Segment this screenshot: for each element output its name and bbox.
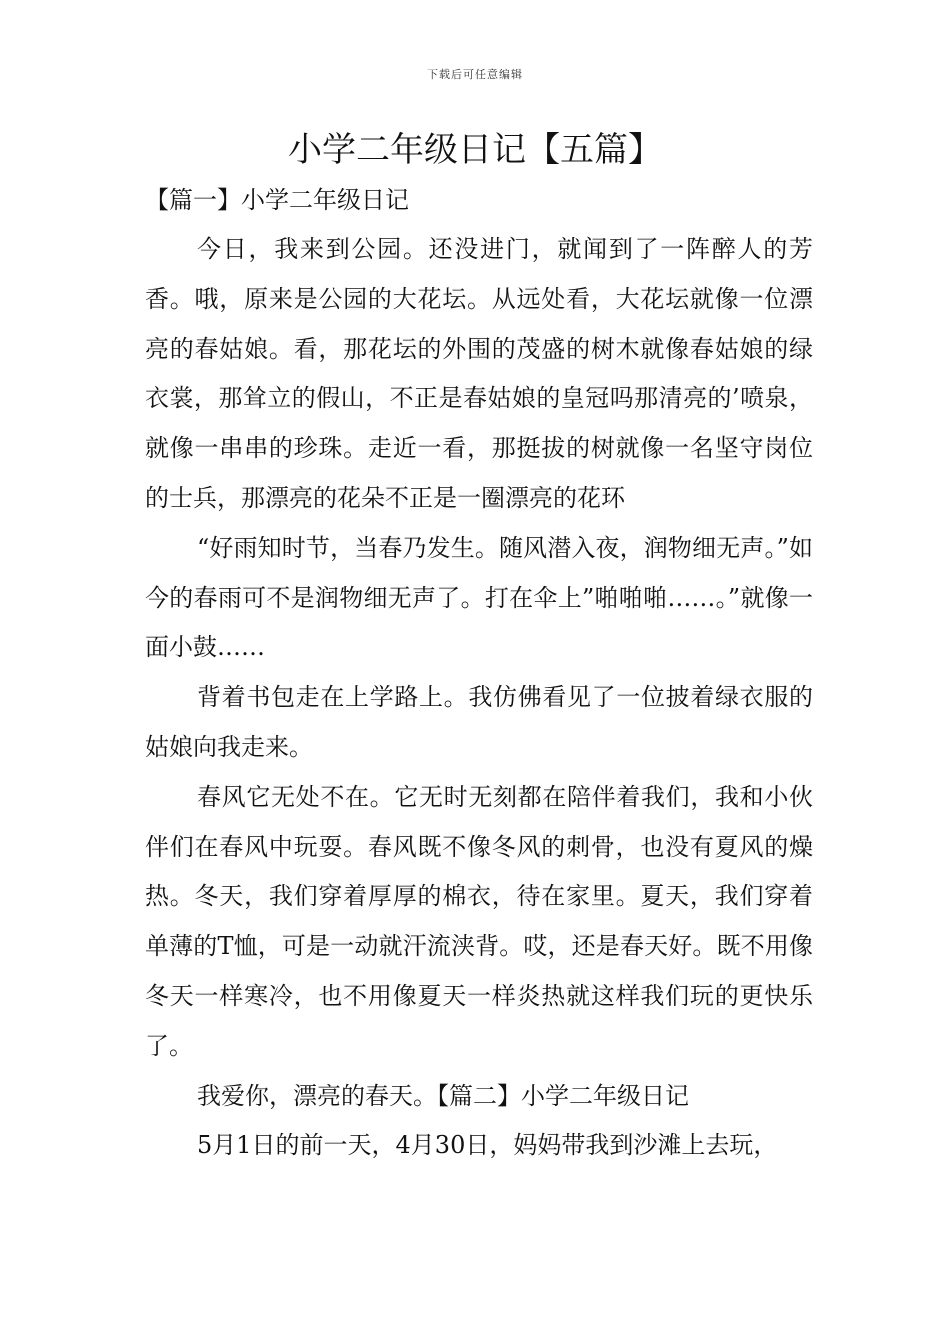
paragraph: “好雨知时节，当春乃发生。随风潜入夜，润物细无声。”如今的春雨可不是润物细无声了。打在伞上”啪啪啪……。”就像一面小鼓…… [145, 533, 813, 662]
paragraph: 背着书包走在上学路上。我仿佛看见了一位披着绿衣服的姑娘向我走来。 [145, 683, 813, 761]
document-body [145, 175, 813, 1171]
paragraph: 春风它无处不在。它无时无刻都在陪伴着我们，我和小伙伴们在春风中玩耍。春风既不像冬风的刺骨，也没有夏风的燥热。冬天，我们穿着厚厚的棉衣，待在家里。夏天，我们穿着单薄的T恤，可是一动就汗流浃背。哎，还是春天好。既不用像冬天一样寒冷，也不用像夏天一样炎热就这样我们玩的更快乐了。 [145, 782, 813, 1060]
paragraph: 5月1日的前一天，4月30日，妈妈带我到沙滩上去玩， [197, 1131, 778, 1160]
header-note: 下载后可任意编辑 [427, 68, 523, 81]
paragraph: 我爱你，漂亮的春天。【篇二】小学二年级日记 [197, 1081, 689, 1110]
section-heading: 【篇一】小学二年级日记 [145, 186, 409, 214]
paragraph: 今日，我来到公园。还没进门，就闻到了一阵醉人的芳香。哦，原来是公园的大花坛。从远处看，大花坛就像一位漂亮的春姑娘。看，那花坛的外围的茂盛的树木就像春姑娘的绿衣裳，那耸立的假山，不正是春姑娘的皇冠吗那清亮的’喷泉，就像一串串的珍珠。走近一看，那挺拔的树就像一名坚守岗位的士兵，那漂亮的花朵不正是一圈漂亮的花环 [145, 235, 813, 512]
document-title: 小学二年级日记【五篇】 [288, 130, 662, 170]
